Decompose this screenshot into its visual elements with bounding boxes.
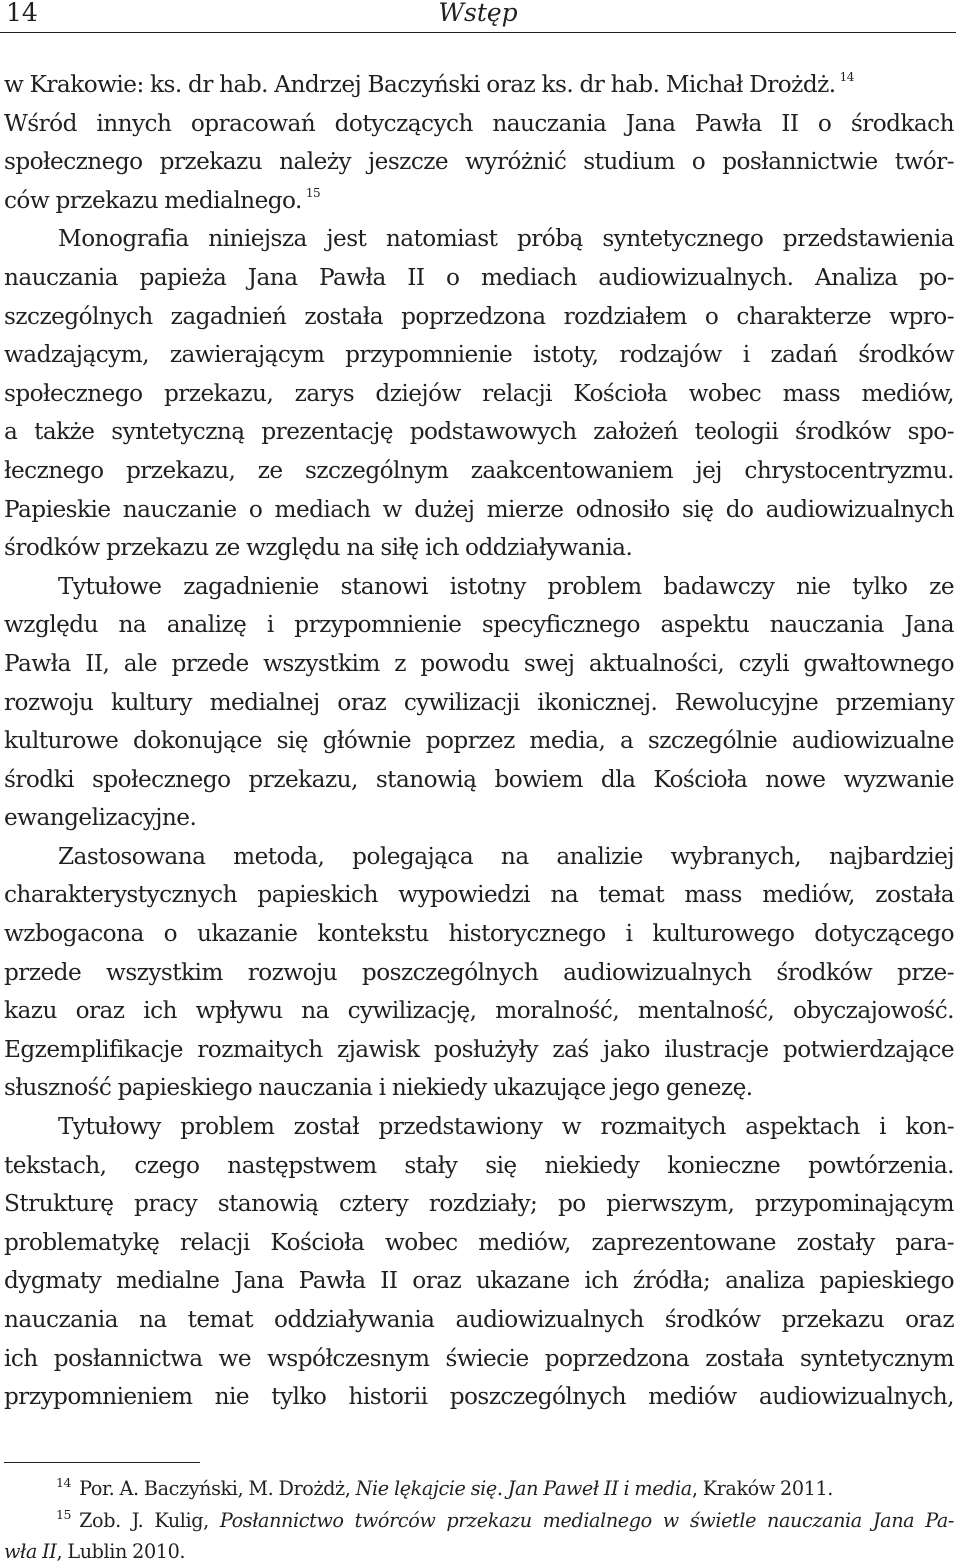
cited-title-continued: wła II <box>4 1540 57 1563</box>
page-number: 14 <box>6 0 38 27</box>
text-line: szczególnych zagadnień została poprzedzona rozdziałem o charakterze wpro- <box>4 302 954 330</box>
text-line: społecznego przekazu, zarys dziejów relacji Kościoła wobec mass mediów, <box>4 379 954 407</box>
cited-title: Posłannictwo twórców przekazu medialnego w świetle nauczania Jana Pa- <box>219 1508 954 1532</box>
paragraph-start: Zastosowana metoda, polegająca na analizie wybranych, najbardziej <box>58 842 954 870</box>
text-line: charakterystycznych papieskich wypowiedzi na temat mass mediów, została <box>4 881 954 909</box>
text-line: środki społecznego przekazu, stanowią bowiem dla Kościoła nowe wyzwanie <box>4 765 954 793</box>
paragraph-start: Tytułowe zagadnienie stanowi istotny problem badawczy nie tylko ze <box>58 572 954 600</box>
text-line: Papieskie nauczanie o mediach w dużej mierze odnosiło się do audiowizualnych <box>4 495 954 523</box>
text-line: Strukturę pracy stanowią cztery rozdziały; po pierwszym, przypominającym <box>4 1190 954 1218</box>
text-line: przypomnieniem nie tylko historii poszczególnych mediów audiowizualnych, <box>4 1383 954 1411</box>
text-line: ewangelizacyjne. <box>4 804 197 832</box>
text-line: słuszność papieskiego nauczania i niekiedy ukazujące jego genezę. <box>4 1074 753 1102</box>
footnote-number: 15 <box>56 1506 72 1522</box>
footnote-15: $^{15}$ Zob. J. Kulig, Posłannictwo twórców przekazu medialnego w świetle nauczania Jana Pa- <box>56 1506 954 1532</box>
text-line: kazu oraz ich wpływu na cywilizację, moralność, mentalność, obyczajowość. <box>4 997 954 1025</box>
footnote-14: $^{14}$ Por. A. Baczyński, M. Drożdż, Nie lękajcie się. Jan Paweł II i media, Kraków 2011. <box>56 1475 833 1500</box>
footnote-separator <box>4 1462 200 1463</box>
text-line: społecznego przekazu należy jeszcze wyróżnić studium o posłannictwie twór- <box>4 148 954 176</box>
text-line: Egzemplifikacje rozmaitych zjawisk posłużyły zaś jako ilustracje potwierdzające <box>4 1035 954 1063</box>
text-line: dygmaty medialne Jana Pawła II oraz ukazane ich źródła; analiza papieskiego <box>4 1267 954 1295</box>
text-line: wadzającym, zawierającym przypomnienie istoty, rodzajów i zadań środków <box>4 341 954 369</box>
text-line: przede wszystkim rozwoju poszczególnych audiowizualnych środków prze- <box>4 958 954 986</box>
footnote-ref-15: 15 <box>305 185 321 200</box>
text-line: Pawła II, ale przede wszystkim z powodu swej aktualności, czyli gwałtownego <box>4 649 954 677</box>
paragraph-start: Tytułowy problem został przedstawiony w rozmaitych aspektach i kon- <box>58 1113 954 1141</box>
text-line: kulturowe dokonujące się głównie poprzez media, a szczególnie audiowizualne <box>4 727 954 755</box>
footnote-15-continued: wła II, Lublin 2010. <box>4 1540 186 1563</box>
text-line: tekstach, czego następstwem stały się niekiedy konieczne powtórzenia. <box>4 1151 954 1179</box>
text-line: względu na analizę i przypomnienie specyficznego aspektu nauczania Jana <box>4 611 954 639</box>
footnote-ref-14: 14 <box>839 70 854 84</box>
text-line: w Krakowie: ks. dr hab. Andrzej Baczyński oraz ks. dr hab. Michał Drożdż. $^{14}$ <box>4 70 854 98</box>
text-line: a także syntetyczną prezentację podstawowych założeń teologii środków spo- <box>4 418 954 446</box>
footnote-number: 14 <box>56 1475 72 1490</box>
paragraph-start: Monografia niniejsza jest natomiast próbą syntetycznego przedstawienia <box>58 225 954 253</box>
cited-title: Nie lękajcie się. Jan Paweł II i media <box>355 1477 692 1500</box>
footnotes <box>4 1473 954 1568</box>
text-line: łecznego przekazu, ze szczególnym zaakcentowaniem jej chrystocentryzmu. <box>4 456 954 484</box>
running-header <box>0 0 956 33</box>
text-line: rozwoju kultury medialnej oraz cywilizacji ikonicznej. Rewolucyjne przemiany <box>4 688 954 716</box>
text-line: nauczania papieża Jana Pawła II o mediach audiowizualnych. Analiza po- <box>4 263 954 291</box>
text-line: nauczania na temat oddziaływania audiowizualnych środków przekazu oraz <box>4 1306 954 1333</box>
text-line: Wśród innych opracowań dotyczących nauczania Jana Pawła II o środkach <box>4 109 954 137</box>
text-line: ców przekazu medialnego. $^{15}$ <box>4 185 321 214</box>
text-line: ich posłannictwa we współczesnym świecie poprzedzona została syntetycznym <box>4 1344 954 1372</box>
running-head-title: Wstęp <box>438 0 518 27</box>
main-text <box>4 66 954 1417</box>
text-line: problematykę relacji Kościoła wobec mediów, zaprezentowane zostały para- <box>4 1228 954 1256</box>
text-line: środków przekazu ze względu na siłę ich oddziaływania. <box>4 534 633 562</box>
text-line: wzbogacona o ukazanie kontekstu historycznego i kulturowego dotyczącego <box>4 920 954 948</box>
